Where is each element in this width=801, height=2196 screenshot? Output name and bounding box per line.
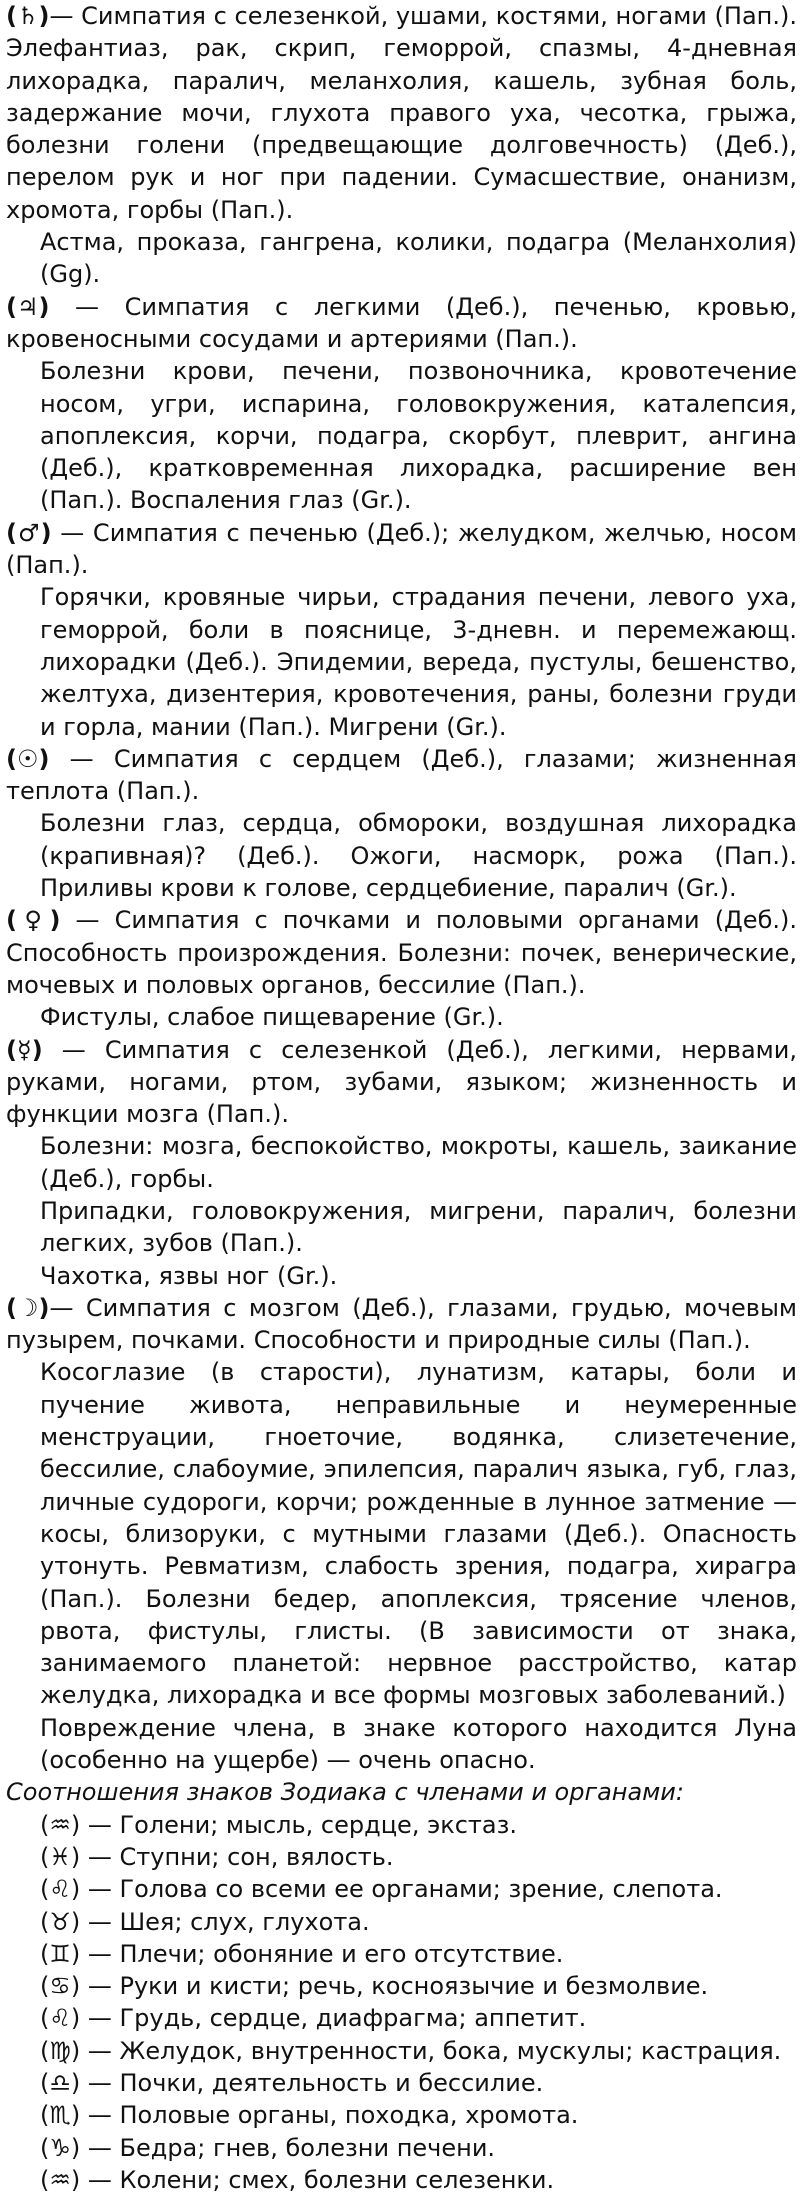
mars-symbol: (♂) xyxy=(6,518,52,547)
mercury-symbol: (☿) xyxy=(6,1035,43,1064)
venus-paragraph: Фистулы, слабое пищеварение (Gr.). xyxy=(40,1003,504,1032)
zodiac-item-leo-head: (♌) — Голова со всеми ее органами; зрение, слепота. xyxy=(40,1875,723,1904)
saturn-text: — Симпатия с селезенкой, ушами, костями, ногами (Пап.). Элефантиаз, рак, скрип, геморрой, спазмы, 4-дневная лихорадка, паралич, меланхолия, кашель, зубная боль, задержание мочи, глухота правого уха, чесотка, грыжа, болезни голени (предвещающие долговечность) (Деб.), перелом рук и ног при падении. Сумасшествие, онанизм, хромота, горбы (Пап.). xyxy=(6,2,797,224)
moon-paragraph-1: Косоглазие (в старости), лунатизм, катары, боли и пучение живота, неправильные и неумеренные менструации, гноеточие, водянка, слизетечение, бессилие, слабоумие, эпилепсия, паралич языка, губ, глаз, личные судороги, корчи; рожденные в лунное затмение — косы, близоруки, с мутными глазами (Деб.). Опасность утонуть. Ревматизм, слабость зрения, подагра, хирагра (Пап.). Болезни бедер, апоплексия, трясение членов, рвота, фистулы, глисты. (В зависимости от знака, занимаемого планетой: нервное расстройство, катар желудка, лихорадка и все формы мозговых заболеваний.) xyxy=(40,1358,797,1710)
mercury-entry xyxy=(6,1034,797,1131)
mercury-paragraph-1: Болезни: мозга, беспокойство, мокроты, кашель, заикание (Деб.), горбы. xyxy=(40,1132,797,1193)
saturn-symbol: (♄) xyxy=(6,2,50,30)
zodiac-item-scorpio: (♏) — Половые органы, походка, хромота. xyxy=(40,2101,579,2130)
zodiac-item-taurus: (♉) — Шея; слух, глухота. xyxy=(40,1907,370,1936)
zodiac-item-libra: (♎) — Почки, деятельность и бессилие. xyxy=(40,2069,544,2097)
zodiac-item-capricorn: (♑) — Бедра; гнев, болезни печени. xyxy=(40,2133,496,2162)
zodiac-item-gemini: (♊) — Плечи; обоняние и его отсутствие. xyxy=(40,1939,564,1968)
mars-entry xyxy=(6,517,797,582)
mercury-paragraph-2: Припадки, головокружения, мигрени, паралич, болезни легких, зубов (Пап.). xyxy=(40,1196,797,1258)
mars-paragraph: Горячки, кровяные чирьи, страдания печени, левого уха, геморрой, боли в пояснице, 3-дневн. и перемежающ. лихорадки (Деб.). Эпидемии, вереда, пустулы, бешенство, желтуха, дизентерия, кровотечения, раны, болезни груди и горла, мании (Пап.). Мигрени (Gr.). xyxy=(40,583,797,741)
jupiter-entry xyxy=(6,291,797,356)
moon-paragraph-2: Повреждение члена, в знаке которого находится Луна (особенно на ущербе) — очень опасно. xyxy=(40,1713,797,1775)
mercury-text: — Симпатия с селезенкой (Деб.), легкими, нервами, руками, ногами, ртом, зубами, языком; жизненность и функции мозга (Пап.). xyxy=(6,1035,797,1129)
zodiac-list xyxy=(6,1809,797,2196)
zodiac-item-aquarius-knees: (♒) — Колени; смех, болезни селезенки. xyxy=(40,2165,555,2194)
sun-symbol: (☉) xyxy=(6,744,50,773)
moon-text: — Симпатия с мозгом (Деб.), глазами, грудью, мочевым пузырем, почками. Способности и природные силы (Пап.). xyxy=(6,1293,797,1355)
saturn-entry xyxy=(6,0,797,226)
jupiter-text: — Симпатия с легкими (Деб.), печенью, кровью, кровеносными сосудами и артериями (Пап.). xyxy=(6,292,797,353)
zodiac-item-leo-chest: (♌) — Грудь, сердце, диафрагма; аппетит. xyxy=(40,2004,587,2033)
venus-symbol: (♀) xyxy=(6,906,61,935)
jupiter-symbol: (♃) xyxy=(6,292,50,321)
sun-entry xyxy=(6,743,797,808)
zodiac-item-aquarius: (♒) — Голени; мысль, сердце, экстаз. xyxy=(40,1810,518,1839)
mars-text: — Симпатия с печенью (Деб.); желудком, желчью, носом (Пап.). xyxy=(6,518,797,580)
zodiac-item-virgo: (♍) — Желудок, внутренности, бока, мускулы; кастрация. xyxy=(40,2036,782,2065)
sun-text: — Симпатия с сердцем (Деб.), глазами; жизненная теплота (Пап.). xyxy=(6,744,797,806)
jupiter-paragraph: Болезни крови, печени, позвоночника, кровотечение носом, угри, испарина, головокружения, каталепсия, апоплексия, корчи, подагра, скорбут, плеврит, ангина (Деб.), кратковременная лихорадка, расширение вен (Пап.). Воспаления глаз (Gr.). xyxy=(40,357,797,515)
moon-symbol: (☽) xyxy=(6,1293,50,1322)
venus-text: — Симпатия с почками и половыми органами (Деб.). Способность произрождения. Болезни: почек, венерические, мочевых и половых органов, бессилие (Пап.). xyxy=(6,906,797,999)
venus-entry xyxy=(6,904,797,1001)
sun-paragraph: Болезни глаз, сердца, обмороки, воздушная лихорадка (крапивная)? (Деб.). Ожоги, насморк, рожа (Пап.). Приливы крови к голове, сердцебиение, паралич (Gr.). xyxy=(40,809,797,903)
mercury-paragraph-3: Чахотка, язвы ног (Gr.). xyxy=(40,1261,338,1290)
zodiac-heading: Соотношения знаков Зодиака с членами и органами: xyxy=(6,1778,684,1807)
zodiac-item-cancer: (♋) — Руки и кисти; речь, косноязычие и безмолвие. xyxy=(40,1972,709,2001)
saturn-paragraph: Астма, проказа, гангрена, колики, подагра (Меланхолия) (Gg). xyxy=(40,228,797,289)
moon-entry xyxy=(6,1292,797,1357)
zodiac-item-pisces: (♓) — Ступни; сон, вялость. xyxy=(40,1842,394,1871)
